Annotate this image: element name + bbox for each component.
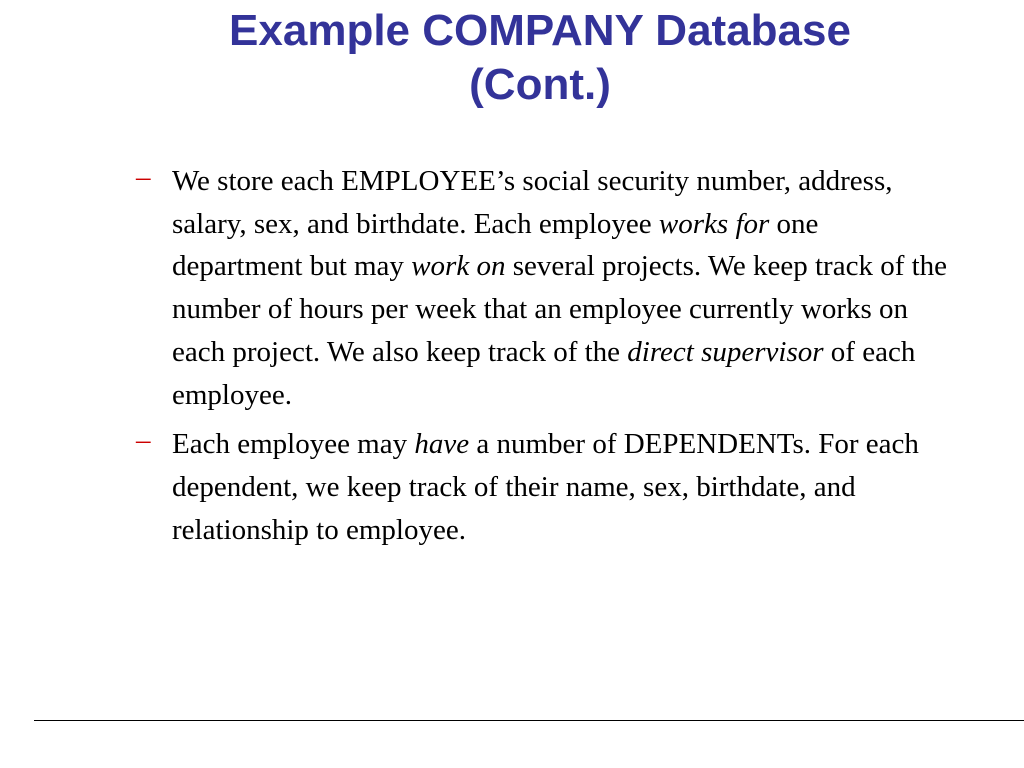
text-segment: several projects. We keep track of the number of hours per week that an employee currently works on each project. We also keep track of the: [172, 250, 948, 368]
text-segment-italic: work on: [411, 250, 506, 283]
text-segment-italic: direct supervisor: [627, 335, 824, 368]
text-segment: one department but may: [172, 207, 819, 283]
dash-bullet-icon: –: [136, 161, 151, 193]
dash-bullet-icon: –: [136, 424, 151, 457]
bullet-dependents: [136, 423, 956, 551]
text-segment-italic: have: [414, 428, 470, 461]
text-segment: We store each EMPLOYEE’s social security number, address, salary, sex, and birthdate. Each employee: [172, 165, 893, 240]
footer-divider: [34, 720, 1024, 721]
bullet-employee: [136, 160, 956, 416]
text-segment: of each employee.: [172, 335, 916, 411]
text-segment: Each employee may: [172, 428, 415, 461]
slide-title-line-1: Example COMPANY Database: [229, 6, 851, 55]
text-segment: a number of DEPENDENTs. For each dependent, we keep track of their name, sex, birthdate, and relationship to employee.: [172, 428, 919, 546]
bullet-text: [172, 165, 947, 411]
text-segment-italic: works for: [658, 207, 770, 240]
slide-title-line-2: (Cont.): [469, 60, 611, 109]
bullet-list: [136, 160, 956, 558]
bullet-text: [172, 428, 919, 545]
slide-title: [40, 4, 1024, 112]
